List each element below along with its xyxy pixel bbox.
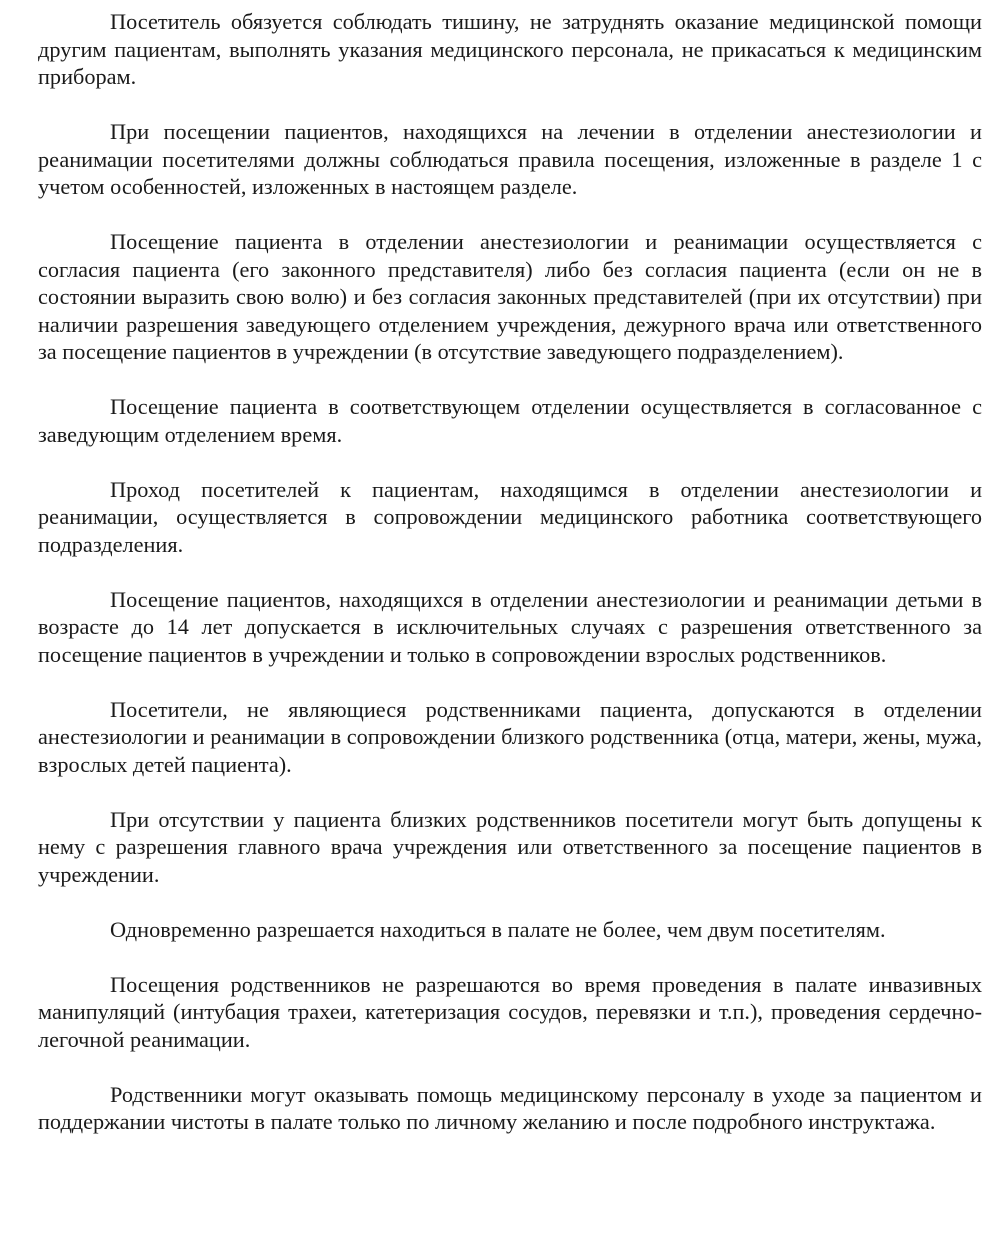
paragraph-children-visits: Посещение пациентов, находящихся в отделении анестезиологии и реанимации детьми в возрасте до 14 лет допускается в исключительных случаях с разрешения ответственного за посещение пациентов в учреждении и только в сопровождении взрослых родственников. bbox=[38, 586, 982, 667]
paragraph-visiting-rules-reference: При посещении пациентов, находящихся на лечении в отделении анестезиологии и реанимации посетителями должны соблюдаться правила посещения, изложенные в разделе 1 с учетом особенностей, изложенных в настоящем разделе. bbox=[38, 119, 982, 199]
paragraph-visitor-limit: Одновременно разрешается находиться в палате не более, чем двум посетителям. bbox=[110, 916, 886, 942]
paragraph-consent-conditions: Посещение пациента в отделении анестезиологии и реанимации осуществляется с согласия пациента (его законного представителя) либо без согласия пациента (если он не в состоянии выразить свою волю) и без согласия законных представителей (при их отсутствии) при наличии разрешения заведующего отделением учреждения, дежурного врача или ответственного за посещение пациентов в учреждении (в отсутствие заведующего подразделением). bbox=[38, 229, 982, 364]
paragraph-visitor-obligations: Посетитель обязуется соблюдать тишину, не затруднять оказание медицинской помощи другим пациентам, выполнять указания медицинского персонала, не прикасаться к медицинским приборам. bbox=[38, 9, 982, 89]
paragraph-visiting-time: Посещение пациента в соответствующем отделении осуществляется в согласованное с заведующим отделением время. bbox=[38, 394, 982, 447]
paragraph-escort-requirement: Проход посетителей к пациентам, находящимся в отделении анестезиологии и реанимации, осуществляется в сопровождении медицинского работника соответствующего подразделения. bbox=[38, 476, 982, 557]
paragraph-procedure-restrictions: Посещения родственников не разрешаются во время проведения в палате инвазивных манипуляций (интубация трахеи, катетеризация сосудов, перевязки и т.п.), проведения сердечно-легочной реанимации. bbox=[38, 971, 982, 1052]
document-page bbox=[38, 8, 982, 1163]
paragraph-no-close-relatives: При отсутствии у пациента близких родственников посетители могут быть допущены к нему с разрешения главного врача учреждения или ответственного за посещение пациентов в учреждении. bbox=[38, 806, 982, 887]
paragraph-relatives-assistance: Родственники могут оказывать помощь медицинскому персоналу в уходе за пациентом и поддержании чистоты в палате только по личному желанию и после подробного инструктажа. bbox=[38, 1081, 982, 1134]
paragraph-non-relatives: Посетители, не являющиеся родственниками пациента, допускаются в отделении анестезиологии и реанимации в сопровождении близкого родственника (отца, матери, жены, мужа, взрослых детей пациента). bbox=[38, 696, 982, 777]
